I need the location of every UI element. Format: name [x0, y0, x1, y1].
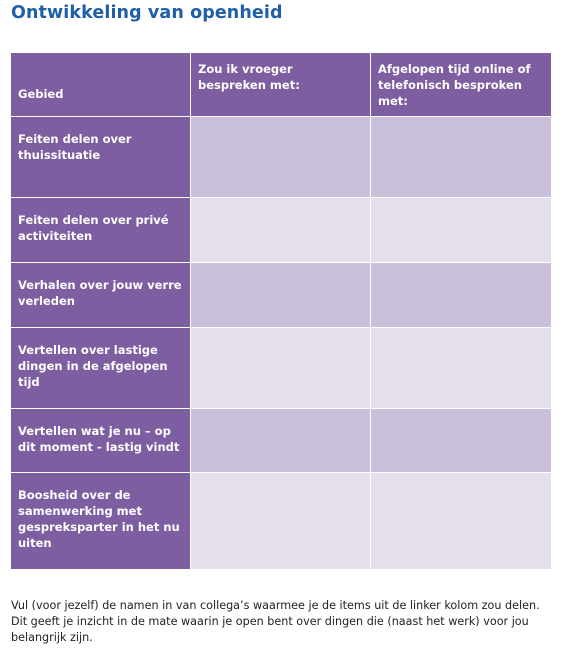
input-cell-vroeger[interactable]: [191, 117, 371, 198]
input-cell-vroeger[interactable]: [191, 473, 371, 570]
table-row: [11, 409, 552, 473]
header-afgelopen: Afgelopen tijd online of telefonisch besproken met:: [371, 53, 552, 117]
table-row: [11, 328, 552, 409]
header-gebied: Gebied: [11, 53, 191, 117]
table-row: [11, 198, 552, 263]
instruction-text: Vul (voor jezelf) de namen in van collega’s waarmee je de items uit de linker kolom zou delen. Dit geeft je inzicht in de mate waarin je open bent over dingen die (naast het werk) voor jou belangrijk zijn.: [11, 599, 540, 644]
row-label: Boosheid over de samenwerking met gespreksparter in het nu uiten: [11, 473, 191, 570]
table-row: [11, 263, 552, 328]
input-cell-afgelopen[interactable]: [371, 328, 552, 409]
input-cell-afgelopen[interactable]: [371, 117, 552, 198]
table-header-row: [11, 53, 552, 117]
openness-table: [10, 52, 552, 570]
input-cell-vroeger[interactable]: [191, 198, 371, 263]
row-label: Feiten delen over privé activiteiten: [11, 198, 191, 263]
row-label: Vertellen over lastige dingen in de afgelopen tijd: [11, 328, 191, 409]
page-title: Ontwikkeling van openheid: [11, 3, 283, 23]
input-cell-afgelopen[interactable]: [371, 473, 552, 570]
header-vroeger: Zou ik vroeger bespreken met:: [191, 53, 371, 117]
row-label: Verhalen over jouw verre verleden: [11, 263, 191, 328]
table-row: [11, 473, 552, 570]
input-cell-afgelopen[interactable]: [371, 263, 552, 328]
table-row: [11, 117, 552, 198]
input-cell-afgelopen[interactable]: [371, 198, 552, 263]
input-cell-afgelopen[interactable]: [371, 409, 552, 473]
row-label: Feiten delen over thuissituatie: [11, 117, 191, 198]
input-cell-vroeger[interactable]: [191, 328, 371, 409]
row-label: Vertellen wat je nu – op dit moment - lastig vindt: [11, 409, 191, 473]
input-cell-vroeger[interactable]: [191, 409, 371, 473]
input-cell-vroeger[interactable]: [191, 263, 371, 328]
